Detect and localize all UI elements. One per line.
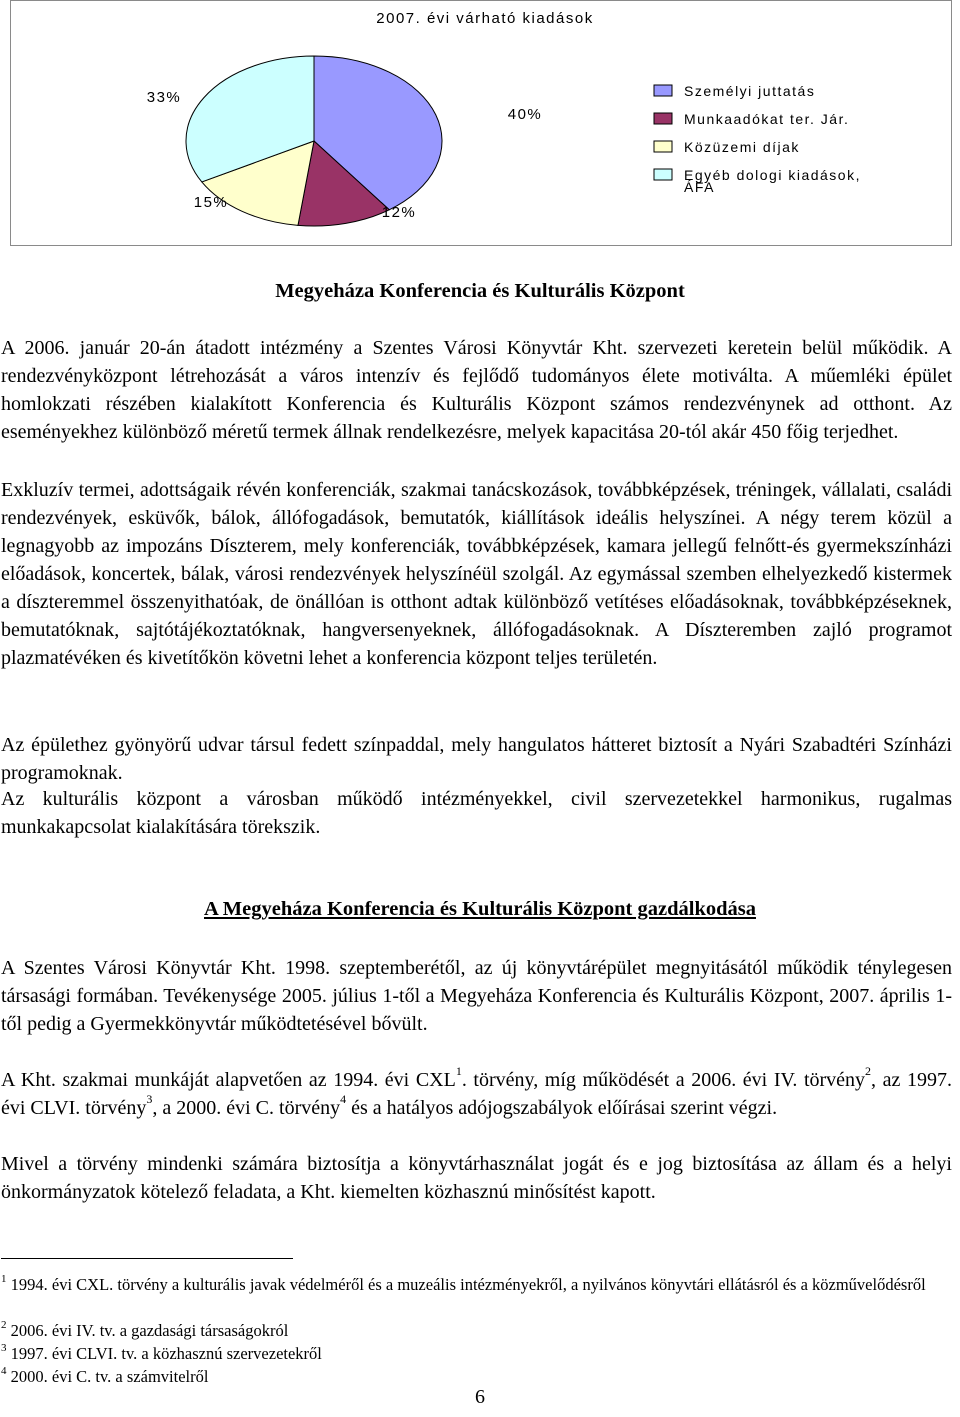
legend-label-2: Munkaadókat ter. Jár. <box>684 111 850 127</box>
slice-label-3: 15% <box>193 194 229 211</box>
section1-paragraph-2: Exkluzív termei, adottságaik révén konferenciák, szakmai tanácskozások, továbbképzések, tréningek, vállalati, családi rendezvények, esküvők, bálok, állófogadások, bemutatók, kiállítások ideális helyszínei. A négy terem közül a legnagyobb az impozáns Díszterem, mely konferenciák, továbbképzések, kamara jellegű felnőtt-és gyermekszínházi előadások, koncertek, bálak, városi rendezvények helyszínéül szolgál. Az egymással szemben elhelyezkedő kistermek a díszteremmel összenyithatóak, de önállóan is otthont adtak különböző vetítéses előadásoknak, továbbképzéseknek, bemutatóknak, sajtótájékoztatóknak, hangversenyeknek, állófogadásoknak. A Díszteremben zajló programot plazmatévéken és kivetítőkön követni lehet a konferencia központ teljes területén. <box>1 479 952 669</box>
footnote-text: 2000. évi C. tv. a számvitelről <box>6 1367 209 1386</box>
legend-swatch-2 <box>654 113 672 124</box>
slice-label-4: 33% <box>146 89 182 106</box>
slice-label-2: 12% <box>381 204 417 221</box>
footnote-ref-4: 4 <box>340 1092 347 1107</box>
section1-paragraph-1: A 2006. január 20-án átadott intézmény a Szentes Városi Könyvtár Kht. szervezeti keretein belül működik. A rendezvényközpont létrehozását a város intenzív és fejlődő tudományos élete motiválta. A műemléki épület homlokzati részében kialakított Konferencia és Kulturális Központ számos rendezvénynek ad otthont. Az eseményekhez különböző méretű termek állnak rendelkezésre, melyek kapacitása 20-tól akár 450 főig terjedhet. <box>1 337 952 443</box>
page-number: 6 <box>475 1386 485 1408</box>
p2-text-a: A Kht. szakmai munkáját alapvetően az 1994. évi CXL <box>1 1069 456 1091</box>
legend-label-3: Közüzemi díjak <box>684 139 800 155</box>
footnote-number: 4 <box>1 1364 7 1377</box>
footnote-text: 1994. évi CXL. törvény a kulturális javak védelméről és a muzeális intézményekről, a nyilvános könyvtári ellátásról és a közművelődésről <box>6 1275 926 1294</box>
chart-title: 2007. évi várható kiadások <box>376 10 594 27</box>
footnote-ref-1: 1 <box>455 1064 462 1079</box>
legend-label-4: Egyéb dologi kiadások, ÁFA <box>684 167 861 195</box>
section2-paragraph-2 <box>1 1066 952 1122</box>
footnote-number: 2 <box>1 1318 7 1331</box>
p2-text-d: , a 2000. évi C. törvény <box>152 1097 341 1119</box>
footnote-text: 2006. évi IV. tv. a gazdasági társaságokról <box>6 1321 289 1340</box>
section1-title: Megyeháza Konferencia és Kulturális Központ <box>275 280 685 302</box>
footnote-2 <box>1 1320 952 1342</box>
section2-title-text: A Megyeháza Konferencia és Kulturális Központ gazdálkodása <box>204 898 756 920</box>
section1-paragraph-4: Az kulturális központ a városban működő intézményekkel, civil szervezetekkel harmonikus, rugalmas munkakapcsolat kialakítására törekszik. <box>1 788 952 838</box>
section2-paragraph-1: A Szentes Városi Könyvtár Kht. 1998. szeptemberétől, az új könyvtárépület megnyitásától működik ténylegesen társasági formában. Tevékenysége 2005. július 1-től a Megyeháza Konferencia és Kulturális Központ, 2007. április 1-től pedig a Gyermekkönyvtár működtetésével bővült. <box>1 957 952 1035</box>
pie-chart <box>10 0 952 246</box>
legend-swatch-3 <box>654 141 672 152</box>
p2-text-e: és a hatályos adójogszabályok előírásai szerint végzi. <box>346 1097 778 1119</box>
section1-paragraph-3: Az épülethez gyönyörű udvar társul fedett színpaddal, mely hangulatos hátteret biztosít a Nyári Szabadtéri Színházi programoknak. <box>1 734 952 784</box>
legend-swatch-1 <box>654 85 672 96</box>
p2-text-b: . törvény, míg működését a 2006. évi IV. törvény <box>461 1069 866 1091</box>
legend-swatch-4 <box>654 169 672 180</box>
footnote-4 <box>1 1366 952 1388</box>
footnote-1 <box>1 1274 952 1296</box>
section2-title <box>0 898 960 921</box>
footnote-3 <box>1 1343 952 1365</box>
footnote-number: 1 <box>1 1272 7 1285</box>
pie-chart-svg <box>11 1 951 245</box>
footnote-ref-3: 3 <box>146 1092 153 1107</box>
footnote-text: 1997. évi CLVI. tv. a közhasznú szervezetekről <box>6 1344 322 1363</box>
footnote-divider <box>1 1258 293 1259</box>
footnote-ref-2: 2 <box>865 1064 872 1079</box>
legend-label-1: Személyi juttatás <box>684 83 816 99</box>
footnote-number: 3 <box>1 1341 7 1354</box>
p2-text-c: , az 1997. évi CLVI. törvény <box>1 1069 952 1119</box>
section2-paragraph-3: Mivel a törvény mindenki számára biztosítja a könyvtárhasználat jogát és e jog biztosítása az állam és a helyi önkormányzatok kötelező feladata, a Kht. kiemelten közhasznú minősítést kapott. <box>1 1153 952 1203</box>
slice-label-1: 40% <box>507 106 543 123</box>
